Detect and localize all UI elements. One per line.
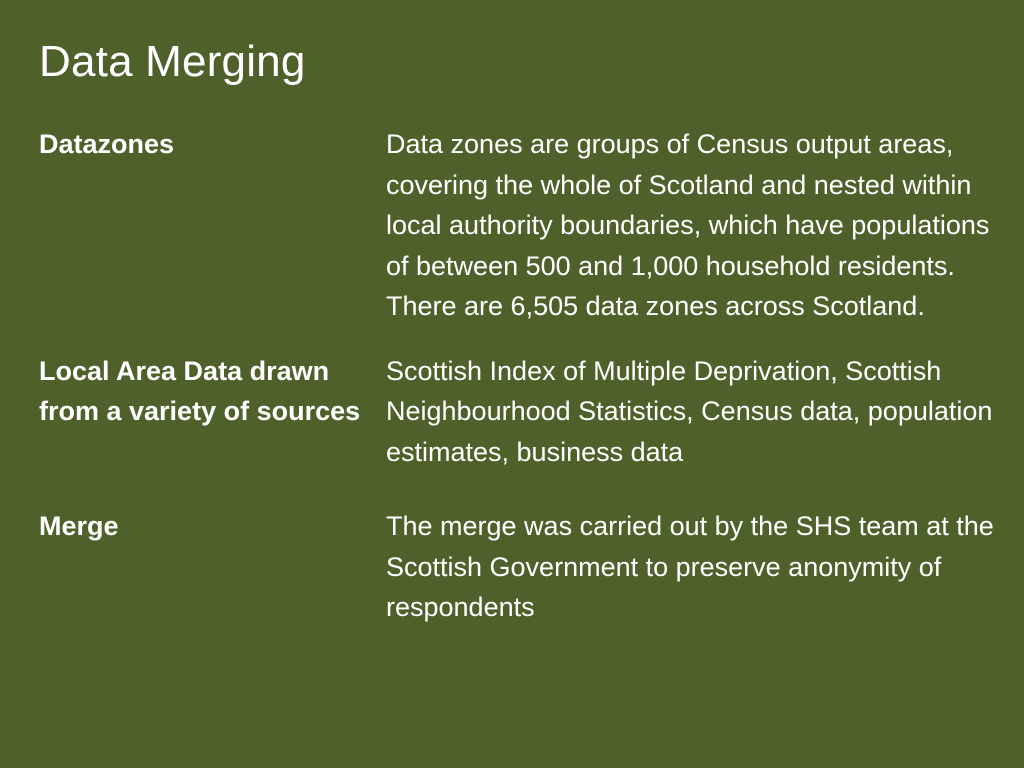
slide-title: Data Merging [39, 37, 306, 86]
term-label: Local Area Data drawn from a variety of sources [39, 355, 361, 426]
definition-row-local-area-data [39, 351, 999, 473]
term-description: Data zones are groups of Census output areas, covering the whole of Scotland and nested within local authority boundaries, which have populations of between 500 and 1,000 household residents. There are 6,505 data zones across Scotland. [386, 129, 990, 321]
term-label: Merge [39, 511, 119, 541]
definition-row-merge [39, 506, 999, 628]
term-description: Scottish Index of Multiple Deprivation, Scottish Neighbourhood Statistics, Census data, population estimates, business data [386, 355, 993, 467]
definition-table [39, 124, 999, 652]
term-description: The merge was carried out by the SHS team at the Scottish Government to preserve anonymity of respondents [386, 511, 994, 622]
definition-row-datazones [39, 124, 999, 327]
term-label: Datazones [39, 129, 175, 159]
